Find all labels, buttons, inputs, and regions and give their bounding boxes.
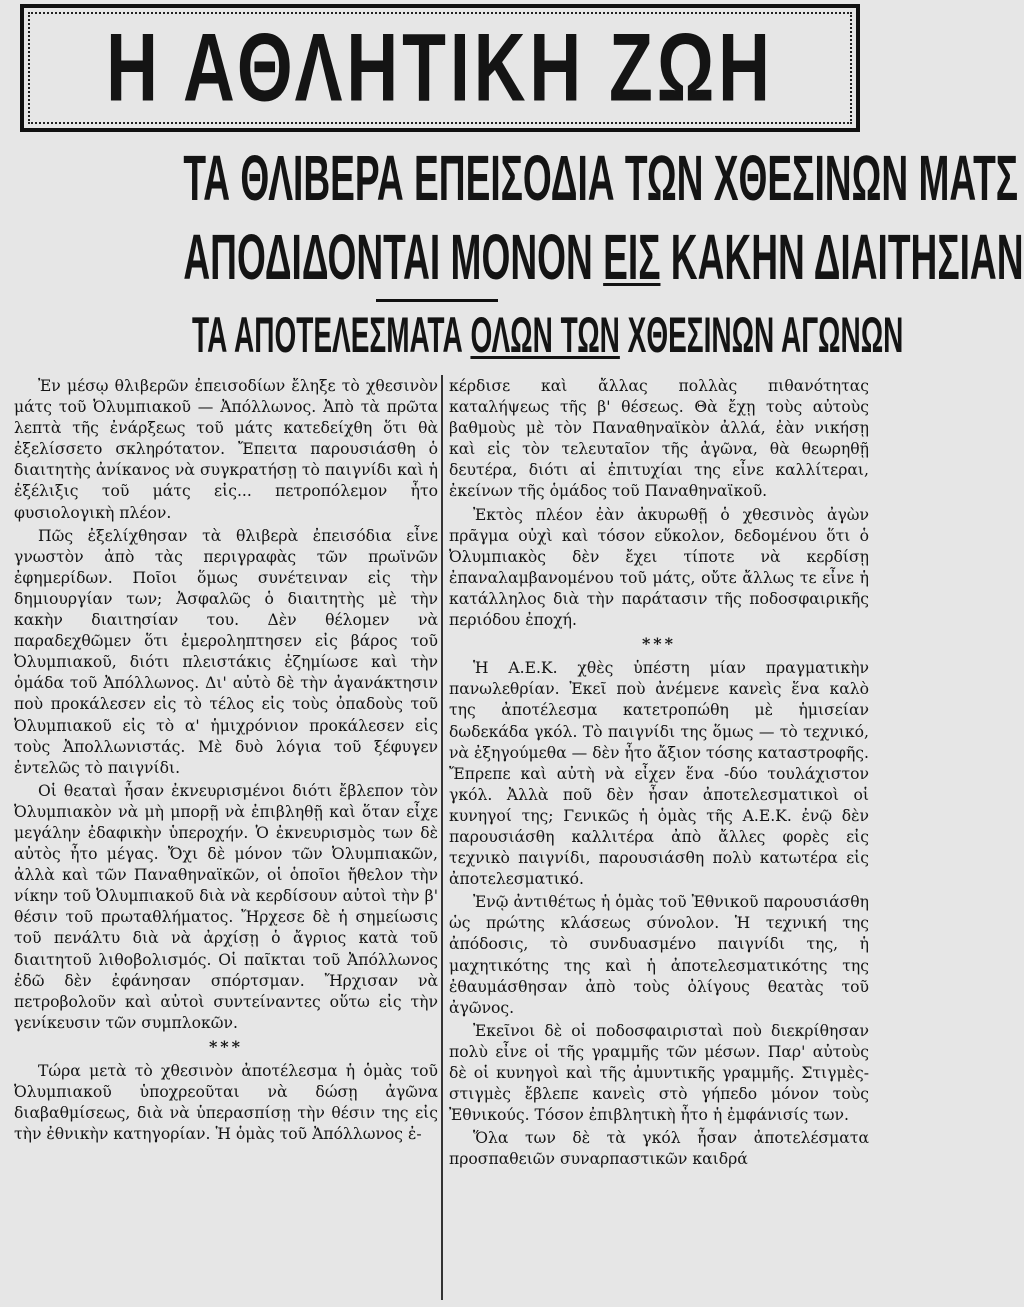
headline-line-1: ΤΑ ΘΛΙΒΕΡΑ ΕΠΕΙΣΟΔΙΑ ΤΩΝ ΧΘΕΣΙΝΩΝ ΜΑΤΣ: [183, 142, 1019, 214]
article-column-left: [14, 376, 438, 1304]
right-paragraph-3: Ἡ Α.Ε.Κ. χθὲς ὑπέστη μίαν πραγματικὴν πανωλεθρίαν. Ἐκεῖ ποὺ ἀνέμενε κανεὶς ἕνα καλὸ της ἀποτέλεσμα κατετροπώθη μὲ ἡμισείαν δωδεκάδα γκόλ. Τὸ παιγνίδι της ὅμως — τὸ τεχνικό, νὰ ἐξηγούμεθα — δὲν ἦτο ἄξιον τόσης καταστροφῆς. Ἔπρεπε καὶ αὐτὴ νὰ εἶχεν ἕνα -δύο τουλάχιστον γκόλ. Ἀλλὰ ποῦ δὲν ἦσαν ἀποτελεσματικοὶ οἱ κυνηγοί της; Γενικῶς ἡ ὁμὰς τῆς Α.Ε.Κ. ἐνῷ δὲν παρουσιάσθη καλλιτέρα ἀπὸ ἄλλες φορὲς εἰς τεχνικὸ παιγνίδι, παρουσιάσθη πολὺ κατωτέρα εἰς ἀποτελεσματικό.: [449, 659, 869, 889]
subheadline-part-a: ΤΑ ΑΠΟΤΕΛΕΣΜΑΤΑ: [192, 307, 471, 363]
column-divider: [441, 375, 443, 1300]
headline-line-2-part-b: ΕΙΣ: [603, 221, 661, 293]
left-paragraph-2: Πῶς ἐξελίχθησαν τὰ θλιβερὰ ἐπεισόδια εἶνε γνωστὸν ἀπὸ τὰς περιγραφὰς τῶν πρωϊνῶν ἐφημερίδων. Ποῖοι ὅμως συνέτειναν εἰς τὴν δημιουργίαν των; Ἀσφαλῶς ὁ διαιτητὴς μὲ τὴν κακὴν διαιτησίαν του. Δὲν θέλομεν νὰ παραδεχθῶμεν ὅτι ἐμεροληπτησεν εἰς βάρος τοῦ Ὀλυμπιακοῦ, διότι πλειστάκις ἐζημίωσε καὶ τὴν ὁμάδα τοῦ Ἀπόλλωνος. Δι' αὐτὸ δὲ τὴν ἀγανάκτησιν ποὺ προκάλεσεν εἰς τὸ τέλος εἰς τοὺς ὀπαδοὺς τοῦ Ὀλυμπιακοῦ εἰς τὸ α' ἡμιχρόνιον προκάλεσεν εἰς τοὺς Ἀπολλωνιστάς. Μὲ δυὸ λόγια τοῦ ξέφυγεν ἐντελῶς τὸ παιγνίδι.: [14, 526, 438, 777]
right-paragraph-2: Ἐκτὸς πλέον ἐὰν ἀκυρωθῇ ὁ χθεσινὸς ἀγὼν πρᾶγμα οὐχὶ καὶ τόσον εὔκολον, δεδομένου ὅτι ὁ Ὀλυμπιακὸς δὲν ἔχει τίποτε νὰ κερδίσῃ ἐπαναλαμβανομένου τοῦ μάτς, οὔτε ἄλλως τε εἶνε ἡ κατάλληλος διὰ τὴν παράτασιν τῆς ποδοσφαιρικῆς περιόδου ἐποχή.: [449, 505, 869, 630]
headline-line-2: [183, 221, 1024, 293]
masthead: [20, 4, 860, 132]
section-separator: ***: [208, 1036, 244, 1056]
left-paragraph-4: Τώρα μετὰ τὸ χθεσινὸν ἀποτέλεσμα ἡ ὁμὰς τοῦ Ὀλυμπιακοῦ ὑποχρεοῦται νὰ δώσῃ ἀγῶνα διαβαθμίσεως, διὰ νὰ ὑπερασπίσῃ τὴν θέσιν της εἰς τὴν ἐθνικὴν κατηγορίαν. Ἡ ὁμὰς τοῦ Ἀπόλλωνος ἐ-: [14, 1062, 438, 1144]
headline-rule: [376, 299, 498, 302]
left-paragraph-1: Ἐν μέσῳ θλιβερῶν ἐπεισοδίων ἔληξε τὸ χθεσινὸν μάτς τοῦ Ὀλυμπιακοῦ — Ἀπόλλωνος. Ἀπὸ τὰ πρῶτα λεπτὰ τῆς ἐνάρξεως τοῦ μάτς κατεδείχθη ὅτι θὰ ἐξελίσσετο σκληρότατον. Ἔπειτα παρουσιάσθη ὁ διαιτητὴς ἀνίκανος νὰ συγκρατήσῃ τὸ παιγνίδι καὶ ἡ ἐξέλιξις τοῦ μάτς εἰς... πετροπόλεμον ἦτο φυσιολογικὴ πλέον.: [14, 377, 438, 522]
article-column-right: [449, 376, 869, 1304]
right-paragraph-4: Ἐνῷ ἀντιθέτως ἡ ὁμὰς τοῦ Ἐθνικοῦ παρουσιάσθη ὡς πρώτης κλάσεως σύνολον. Ἡ τεχνική της ἀπόδοσις, τὸ συνδυασμένο παιγνίδι της, ἡ μαχητικότης της καὶ ἡ ἀποτελεσματικότης της ἐθαυμάσθησαν ἀπὸ τοὺς ὀλίγους θεατὰς τοῦ ἀγῶνος.: [449, 893, 869, 1017]
headline-line-2-part-c: ΚΑΚΗΝ ΔΙΑΙΤΗΣΙΑΝ: [660, 221, 1024, 293]
right-paragraph-6: Ὅλα των δὲ τὰ γκόλ ἦσαν ἀποτελέσματα προσπαθειῶν συναρπαστικῶν καιδρά: [449, 1129, 869, 1169]
subheadline: [192, 307, 904, 363]
right-paragraph-5: Ἐκεῖνοι δὲ οἱ ποδοσφαιρισταὶ ποὺ διεκρίθησαν πολὺ εἶνε οἱ τῆς γραμμῆς τῶν μέσων. Παρ' αὐτοὺς δὲ οἱ κυνηγοὶ καὶ τῆς ἀμυντικῆς γραμμῆς. Στιγμὲς-στιγμὲς ἔβλεπε κανεὶς στὸ γήπεδο μόνον τοὺς Ἐθνικούς. Τόσον ἐπιβλητικὴ ἦτο ἡ ἐμφάνισίς των.: [449, 1021, 869, 1125]
masthead-title: Η ΑΘΛΗΤΙΚΗ ΖΩΗ: [106, 14, 774, 122]
subheadline-part-c: ΧΘΕΣΙΝΩΝ ΑΓΩΝΩΝ: [619, 307, 904, 363]
left-paragraph-3: Οἱ θεαταὶ ἦσαν ἐκνευρισμένοι διότι ἔβλεπον τὸν Ὀλυμπιακὸν νὰ μὴ μπορῇ νὰ ἐπιβληθῇ καὶ ὅταν εἶχε μεγάλην ἐδαφικὴν ὑπεροχήν. Ὁ ἐκνευρισμὸς των δὲ αὐτὸς ἦτο μέγας. Ὄχι δὲ μόνον τῶν Ὀλυμπιακῶν, ἀλλὰ καὶ τῶν Παναθηναϊκῶν, οἱ ὁποῖοι ἤθελον τὴν νίκην τοῦ Ὀλυμπιακοῦ διὰ νὰ κερδίσουν αὐτοὶ τὴν β' θέσιν τοῦ πρωταθλήματος. Ἤρχεσε δὲ ἡ σημείωσις τοῦ πενάλτυ διὰ νὰ ἀρχίσῃ ὁ ἄγριος κατὰ τοῦ διαιτητοῦ λιθοβολισμός. Οἱ παῖκται τοῦ Ἀπόλλωνος ἐδῶ δὲν ἐφάνησαν σπόρτσμαν. Ἤρχισαν νὰ πετροβολοῦν καὶ αὐτοὶ συντείναντες οὕτω εἰς τὴν γενίκευσιν τῶν συμπλοκῶν.: [14, 781, 438, 1032]
headline-line-2-part-a: ΑΠΟΔΙΔΟΝΤΑΙ ΜΟΝΟΝ: [183, 221, 604, 293]
right-paragraph-1: κέρδισε καὶ ἄλλας πολλὰς πιθανότητας καταλήψεως τῆς β' θέσεως. Θὰ ἔχῃ τοὺς αὐτοὺς βαθμοὺς μὲ τὸν Παναθηναϊκὸν ἀλλά, ἐὰν νικήσῃ καὶ εἰς τὸν τελευταῖον τῆς ἀγῶνα, θὰ θεωρηθῇ δευτέρα, διότι αἱ ἐπιτυχίαι της εἶνε καλλίτεραι, ἐκείνων τῆς ὁμάδος τοῦ Παναθηναϊκοῦ.: [449, 377, 869, 501]
section-separator: ***: [641, 634, 677, 654]
subheadline-part-b: ΟΛΩΝ ΤΩΝ: [470, 307, 620, 363]
